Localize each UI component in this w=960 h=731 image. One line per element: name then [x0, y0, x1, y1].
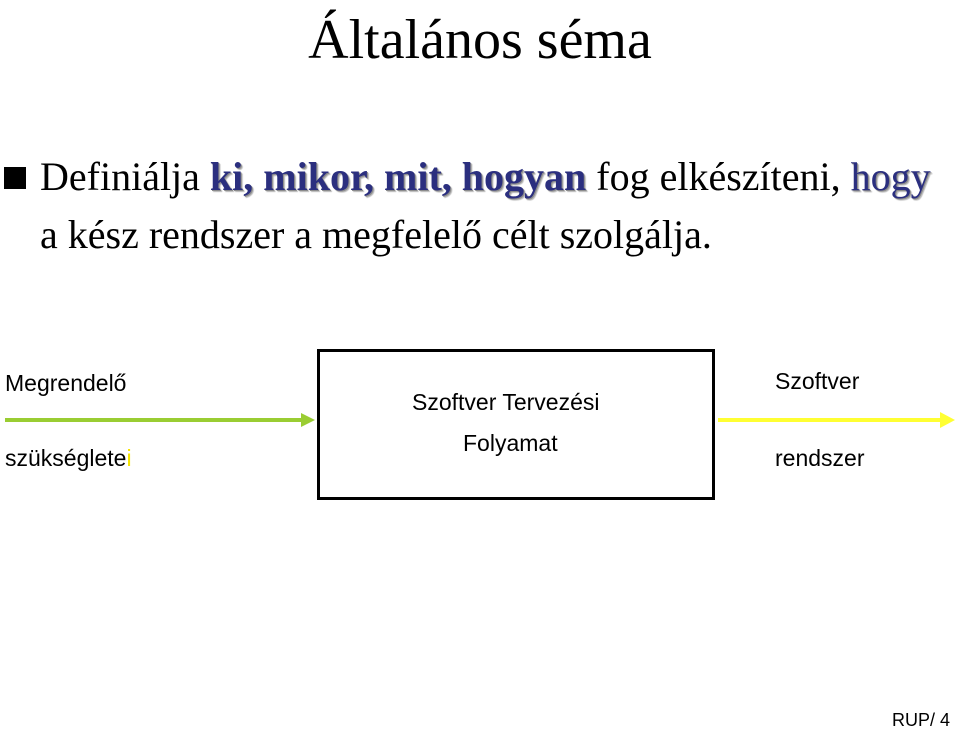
slide-footer: RUP/ 4: [891, 710, 950, 730]
input-label-line2-tail: i: [126, 445, 132, 471]
input-arrow: [5, 413, 315, 427]
process-box: [317, 349, 715, 500]
bullet-highlight-hogy: hogy: [850, 154, 931, 199]
input-label-line2-main: szükséglete: [5, 445, 127, 471]
output-label-line2: rendszer: [775, 445, 865, 471]
bullet-mid: fog elkészíteni,: [586, 154, 851, 199]
process-label-line2: Folyamat: [463, 430, 558, 456]
input-label-line2: [5, 445, 132, 472]
input-label-line1: Megrendelő: [5, 370, 127, 396]
output-label-line1: Szoftver: [775, 368, 860, 394]
slide-title: Általános séma: [308, 9, 652, 71]
bullet-prefix: Definiálja: [40, 154, 210, 199]
output-arrow: [718, 412, 955, 428]
bullet-rest: a kész rendszer a megfelelő célt szolgálja.: [40, 212, 712, 257]
process-label-line1: Szoftver Tervezési: [412, 389, 600, 415]
bullet-highlight-questions: ki, mikor, mit, hogyan: [209, 154, 587, 199]
